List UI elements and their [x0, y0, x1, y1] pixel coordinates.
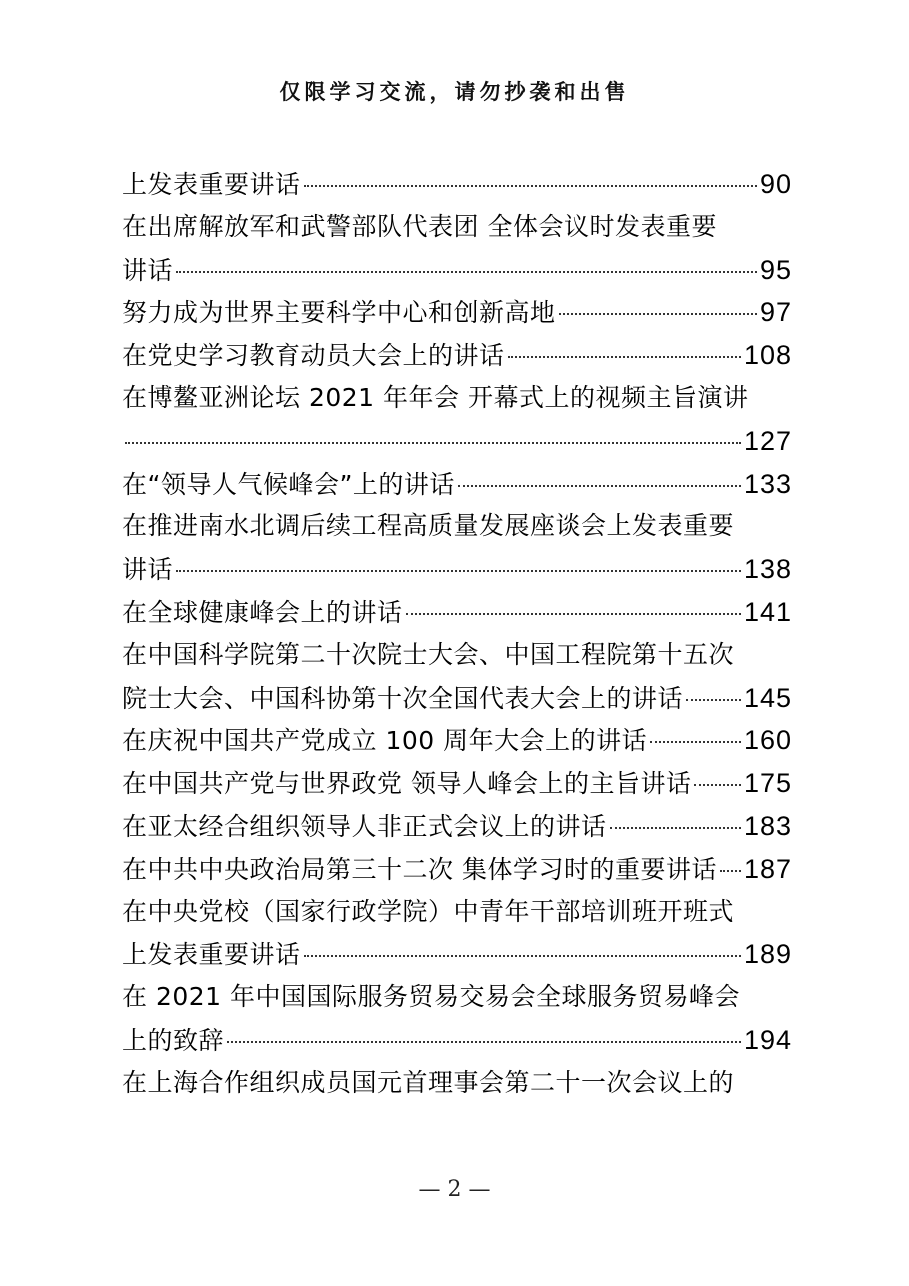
- toc-entry[interactable]: [122, 848, 792, 891]
- toc-entry[interactable]: [122, 163, 792, 206]
- toc-entry-title: 在庆祝中国共产党成立 100 周年大会上的讲话: [122, 726, 648, 756]
- dot-leader: [227, 1041, 741, 1043]
- toc-entry[interactable]: [122, 249, 792, 292]
- toc-entry-title: 在中共中央政治局第三十二次 集体学习时的重要讲话: [122, 854, 717, 884]
- toc-entry-title: 在亚太经合组织领导人非正式会议上的讲话: [122, 811, 607, 841]
- table-of-contents: [122, 163, 792, 1105]
- toc-page-number: 175: [743, 768, 792, 799]
- dot-leader: [559, 313, 757, 315]
- toc-entry-title: 上发表重要讲话: [122, 170, 301, 199]
- toc-entry[interactable]: [122, 762, 792, 805]
- dot-leader: [694, 784, 740, 786]
- toc-page-number: 187: [743, 853, 792, 884]
- dot-leader: [610, 827, 741, 829]
- toc-page-number: 138: [743, 554, 792, 585]
- dot-leader: [650, 741, 741, 743]
- toc-page-number: 133: [743, 468, 792, 499]
- dot-leader: [304, 955, 741, 957]
- toc-entry-title: 努力成为世界主要科学中心和创新高地: [122, 298, 556, 328]
- dot-leader: [686, 699, 741, 701]
- toc-entry[interactable]: [122, 591, 792, 634]
- toc-entry[interactable]: [122, 719, 792, 762]
- dot-leader: [406, 613, 741, 615]
- toc-entry[interactable]: [122, 463, 792, 506]
- dot-leader: [125, 442, 741, 444]
- toc-entry-title: 上发表重要讲话: [122, 940, 301, 970]
- dot-leader: [508, 356, 741, 358]
- toc-page-number: 194: [743, 1024, 792, 1055]
- dot-leader: [720, 870, 741, 872]
- toc-entry[interactable]: [122, 334, 792, 377]
- toc-page-number: 97: [759, 297, 792, 328]
- toc-entry-title: 讲话: [122, 555, 174, 585]
- toc-entry-title: 院士大会、中国科协第十次全国代表大会上的讲话: [122, 683, 684, 713]
- toc-entry-title: 在中国共产党与世界政党 领导人峰会上的主旨讲话: [122, 769, 692, 799]
- toc-page-number: 189: [743, 939, 792, 970]
- toc-page-number: 127: [743, 425, 792, 456]
- toc-entry[interactable]: [122, 291, 792, 334]
- toc-page-number: 141: [743, 596, 792, 627]
- toc-entry-line: 在中国科学院第二十次院士大会、中国工程院第十五次: [122, 639, 735, 669]
- toc-entry-title: 讲话: [122, 255, 174, 285]
- toc-entry[interactable]: [122, 548, 792, 591]
- toc-entry[interactable]: [122, 677, 792, 720]
- toc-entry[interactable]: [122, 933, 792, 976]
- toc-page-number: 108: [743, 340, 792, 371]
- dot-leader: [304, 185, 757, 187]
- toc-entry[interactable]: [122, 805, 792, 848]
- toc-entry-line: 在上海合作组织成员国元首理事会第二十一次会议上的: [122, 1067, 735, 1097]
- toc-page-number: 95: [759, 254, 792, 285]
- toc-entry-line: 在中央党校（国家行政学院）中青年干部培训班开班式: [122, 896, 735, 926]
- dot-leader: [176, 570, 741, 572]
- toc-entry-title: 在全球健康峰会上的讲话: [122, 597, 403, 627]
- page-header: 仅限学习交流，请勿抄袭和出售: [279, 79, 630, 104]
- toc-entry[interactable]: [122, 1019, 792, 1062]
- dot-leader: [176, 271, 757, 273]
- toc-entry[interactable]: [122, 420, 792, 463]
- toc-page-number: 160: [743, 725, 792, 756]
- toc-entry-line: 在博鳌亚洲论坛 2021 年年会 开幕式上的视频主旨演讲: [122, 382, 749, 412]
- toc-page-number: 90: [759, 169, 792, 199]
- toc-entry-line: 在推进南水北调后续工程高质量发展座谈会上发表重要: [122, 511, 735, 541]
- toc-entry-title: 在“领导人气候峰会”上的讲话: [122, 469, 455, 499]
- toc-entry-title: 在党史学习教育动员大会上的讲话: [122, 341, 505, 371]
- toc-entry-title: 上的致辞: [122, 1025, 225, 1055]
- dot-leader: [458, 485, 741, 487]
- page-number: — 2 —: [418, 1177, 491, 1202]
- toc-page-number: 183: [743, 810, 792, 841]
- toc-page-number: 145: [743, 682, 792, 713]
- toc-entry-line: 在出席解放军和武警部队代表团 全体会议时发表重要: [122, 211, 717, 241]
- toc-entry-line: 在 2021 年中国国际服务贸易交易会全球服务贸易峰会: [122, 982, 741, 1012]
